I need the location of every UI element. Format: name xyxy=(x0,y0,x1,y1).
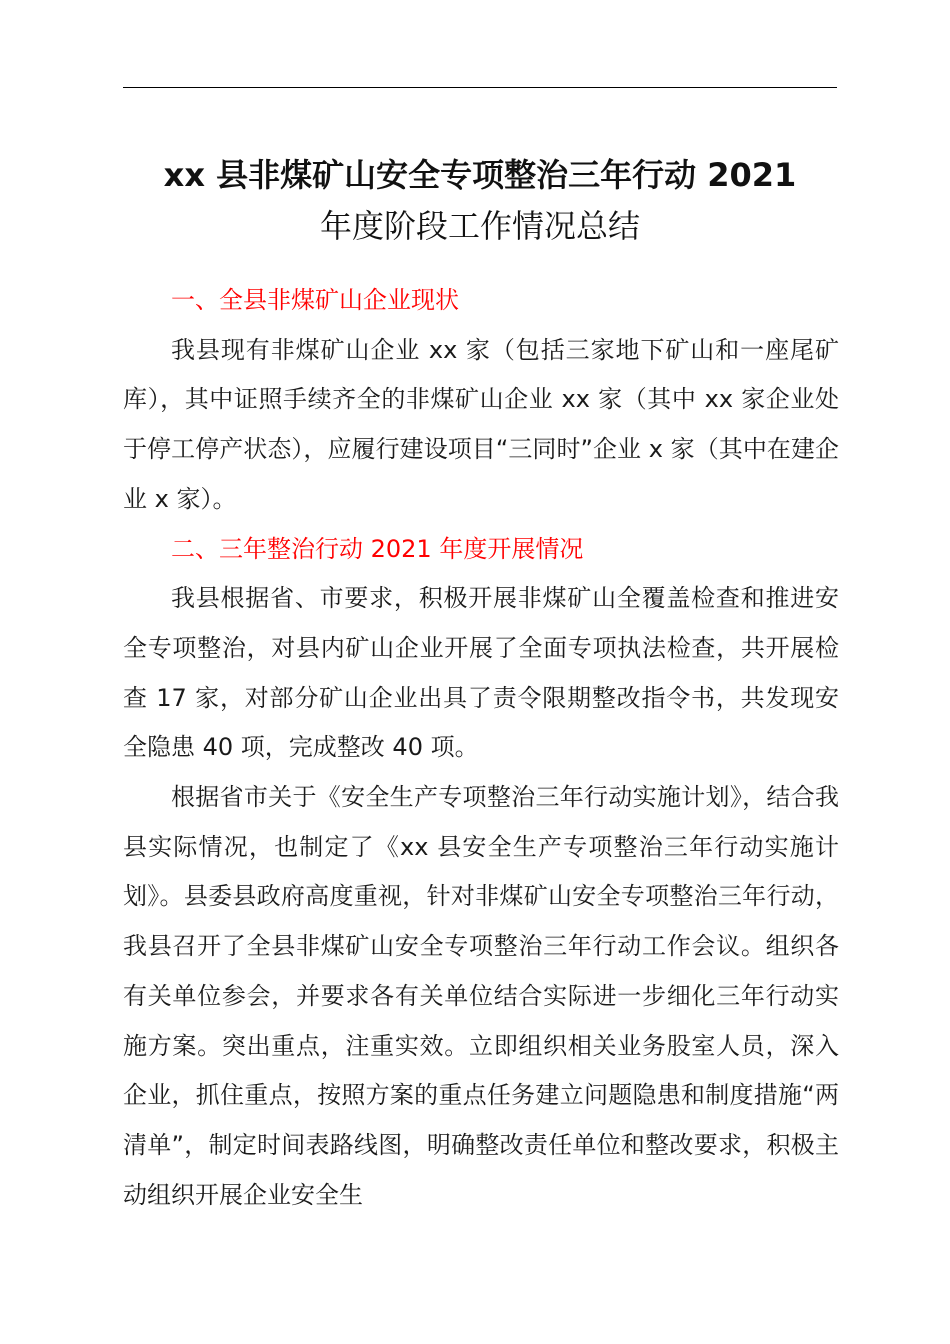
section-1-paragraph: 我县现有非煤矿山企业 xx 家（包括三家地下矿山和一座尾矿库），其中证照手续齐全的非煤矿山企业 xx 家（其中 xx 家企业处于停工停产状态），应履行建设项目“三同时”企业 x 家（其中在建企业 x 家）。 xyxy=(123,335,839,513)
title-line-2: 年度阶段工作情况总结 xyxy=(319,207,640,245)
section-2-heading: 二、三年整治行动 2021 年度开展情况 xyxy=(171,534,584,563)
document-title xyxy=(110,150,850,252)
title-line-1: xx 县非煤矿山安全专项整治三年行动 2021 xyxy=(163,156,797,194)
section-2-paragraph-2: 根据省市关于《安全生产专项整治三年行动实施计划》，结合我县实际情况，也制定了《xx 县安全生产专项整治三年行动实施计划》。县委县政府高度重视，针对非煤矿山安全专项整治三年行动，我县召开了全县非煤矿山安全专项整治三年行动工作会议。组织各有关单位参会，并要求各有关单位结合实际进一步细化三年行动实施方案。突出重点，注重实效。立即组织相关业务股室人员，深入企业，抓住重点，按照方案的重点任务建立问题隐患和制度措施“两清单”，制定时间表路线图，明确整改责任单位和整改要求，积极主动组织开展企业安全生 xyxy=(123,783,839,1209)
document-body xyxy=(123,276,839,1220)
header-rule xyxy=(123,87,837,88)
section-1-heading: 一、全县非煤矿山企业现状 xyxy=(171,286,459,314)
section-2-paragraph-1: 我县根据省、市要求，积极开展非煤矿山全覆盖检查和推进安全专项整治，对县内矿山企业开展了全面专项执法检查，共开展检查 17 家，对部分矿山企业出具了责令限期整改指令书，共发现安全隐患 40 项，完成整改 40 项。 xyxy=(123,584,839,762)
